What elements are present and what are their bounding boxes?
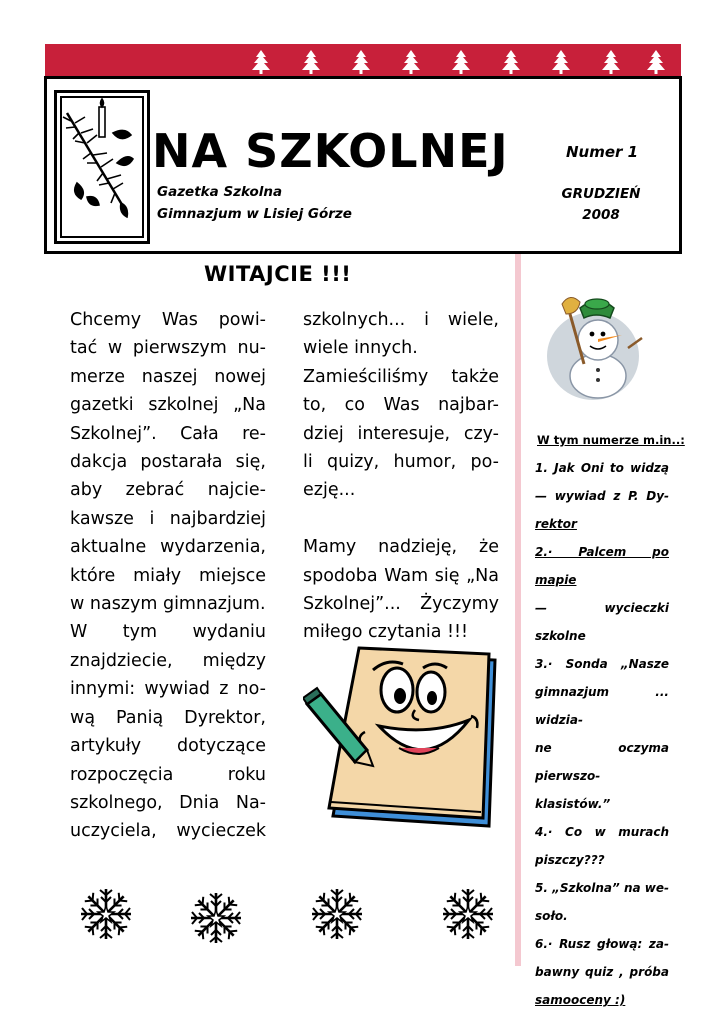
article-column-2 bbox=[303, 306, 499, 647]
article-line: dziej interesuje, czy- bbox=[303, 423, 499, 444]
article-line: miłego czytania !!! bbox=[303, 622, 469, 643]
article-line: rozpoczęcia roku bbox=[70, 764, 266, 785]
article-line: Zamieściliśmy także bbox=[303, 366, 499, 387]
article-line: uczyciela, wycieczek bbox=[70, 821, 266, 842]
toc-item-line: 6.· Rusz głową: za- bbox=[535, 937, 669, 951]
article-heading: WITAJCIE !!! bbox=[204, 262, 352, 286]
christmas-tree-icon bbox=[350, 50, 372, 74]
toc-item-line: 3.· Sonda „Nasze bbox=[535, 657, 669, 671]
christmas-tree-icon bbox=[500, 50, 522, 74]
christmas-tree-icon bbox=[250, 50, 272, 74]
toc-item-line: ne oczyma pierwszo- bbox=[535, 741, 669, 783]
article-line: gazetki szkolnej „Na bbox=[70, 395, 266, 416]
candle-branch-illustration bbox=[54, 90, 150, 244]
christmas-tree-icon bbox=[645, 50, 667, 74]
christmas-tree-icon bbox=[400, 50, 422, 74]
article-line: kawsze i najbardziej bbox=[70, 508, 266, 529]
toc-item-line: bawny quiz , próba bbox=[535, 965, 669, 979]
toc-item-line: klasistów.” bbox=[535, 797, 611, 811]
snowman-illustration bbox=[540, 284, 646, 402]
smiling-notepad-illustration bbox=[303, 640, 503, 830]
toc-item-line: soło. bbox=[535, 909, 568, 923]
masthead-subtitle-gimnazjum: Gimnazjum w Lisiej Górze bbox=[157, 206, 352, 222]
toc-item-line: — wywiad z P. Dy- bbox=[535, 489, 669, 503]
toc-item-line: piszczy??? bbox=[535, 853, 605, 867]
article-line: Szkolnej”. Cała re- bbox=[70, 423, 266, 444]
christmas-tree-icon bbox=[600, 50, 622, 74]
toc-item-line: 1. Jak Oni to widzą bbox=[535, 461, 669, 475]
article-line: artykuły dotyczące bbox=[70, 736, 266, 757]
toc-item-line: rektor bbox=[535, 517, 577, 531]
article-line: tać w pierwszym nu- bbox=[70, 338, 266, 359]
article-line: W tym wydaniu bbox=[70, 622, 266, 643]
toc-item-line: gimnazjum ... widzia- bbox=[535, 685, 669, 727]
snowflake-icon bbox=[440, 886, 496, 942]
masthead-title: NA SZKOLNEJ bbox=[152, 124, 509, 178]
toc-item-line: — wycieczki szkolne bbox=[535, 601, 669, 643]
article-line: znajdziecie, między bbox=[70, 650, 266, 671]
article-line: szkolnego, Dnia Na- bbox=[70, 792, 266, 813]
article-line: spodoba Wam się „Na bbox=[303, 565, 499, 586]
snowflake-icon bbox=[188, 890, 244, 946]
snowflake-icon bbox=[78, 886, 134, 942]
issue-date bbox=[560, 184, 642, 226]
article-line: Chcemy Was powi- bbox=[70, 310, 266, 330]
christmas-tree-icon bbox=[550, 50, 572, 74]
toc-title: W tym numerze m.in..: bbox=[537, 433, 685, 447]
article-line: to, co Was najbar- bbox=[303, 395, 499, 416]
christmas-tree-icon bbox=[450, 50, 472, 74]
article-line: dakcja postarała się, bbox=[70, 452, 266, 473]
article-line: szkolnych... i wiele, bbox=[303, 310, 499, 330]
article-line: merze naszej nowej bbox=[70, 366, 266, 387]
toc-item-line: 2.· Palcem po mapie bbox=[535, 545, 669, 587]
article-line: Szkolnej”... Życzymy bbox=[303, 594, 499, 615]
issue-year: 2008 bbox=[582, 207, 620, 223]
article-line: li quizy, humor, po- bbox=[303, 452, 499, 473]
article-line: które miały miejsce bbox=[70, 565, 266, 586]
article-column-1 bbox=[70, 306, 266, 846]
toc-item-line: samooceny :) bbox=[535, 993, 626, 1007]
article-line: w naszym gimnazjum. bbox=[70, 594, 266, 615]
header-banner bbox=[45, 44, 681, 76]
article-line: Mamy nadzieję, że bbox=[303, 537, 499, 558]
article-line: aktualne wydarzenia, bbox=[70, 537, 266, 558]
toc-item-line: 4.· Co w murach bbox=[535, 825, 669, 839]
article-line: wą Panią Dyrektor, bbox=[70, 707, 266, 728]
article-line: wiele innych. bbox=[303, 338, 418, 359]
toc-item-line: 5. „Szkolna” na we- bbox=[535, 881, 669, 895]
issue-number: Numer 1 bbox=[566, 143, 639, 161]
article-line bbox=[303, 505, 499, 533]
masthead-subtitle-school: Gazetka Szkolna bbox=[157, 184, 283, 200]
article-line: innymi: wywiad z no- bbox=[70, 679, 266, 700]
article-line: aby zebrać najcie- bbox=[70, 480, 266, 501]
christmas-tree-icon bbox=[300, 50, 322, 74]
issue-month: GRUDZIEŃ bbox=[561, 186, 641, 202]
snowflake-icon bbox=[309, 886, 365, 942]
sidebar-divider bbox=[515, 254, 521, 966]
toc-list bbox=[535, 454, 669, 1014]
article-line: ezję... bbox=[303, 480, 356, 501]
